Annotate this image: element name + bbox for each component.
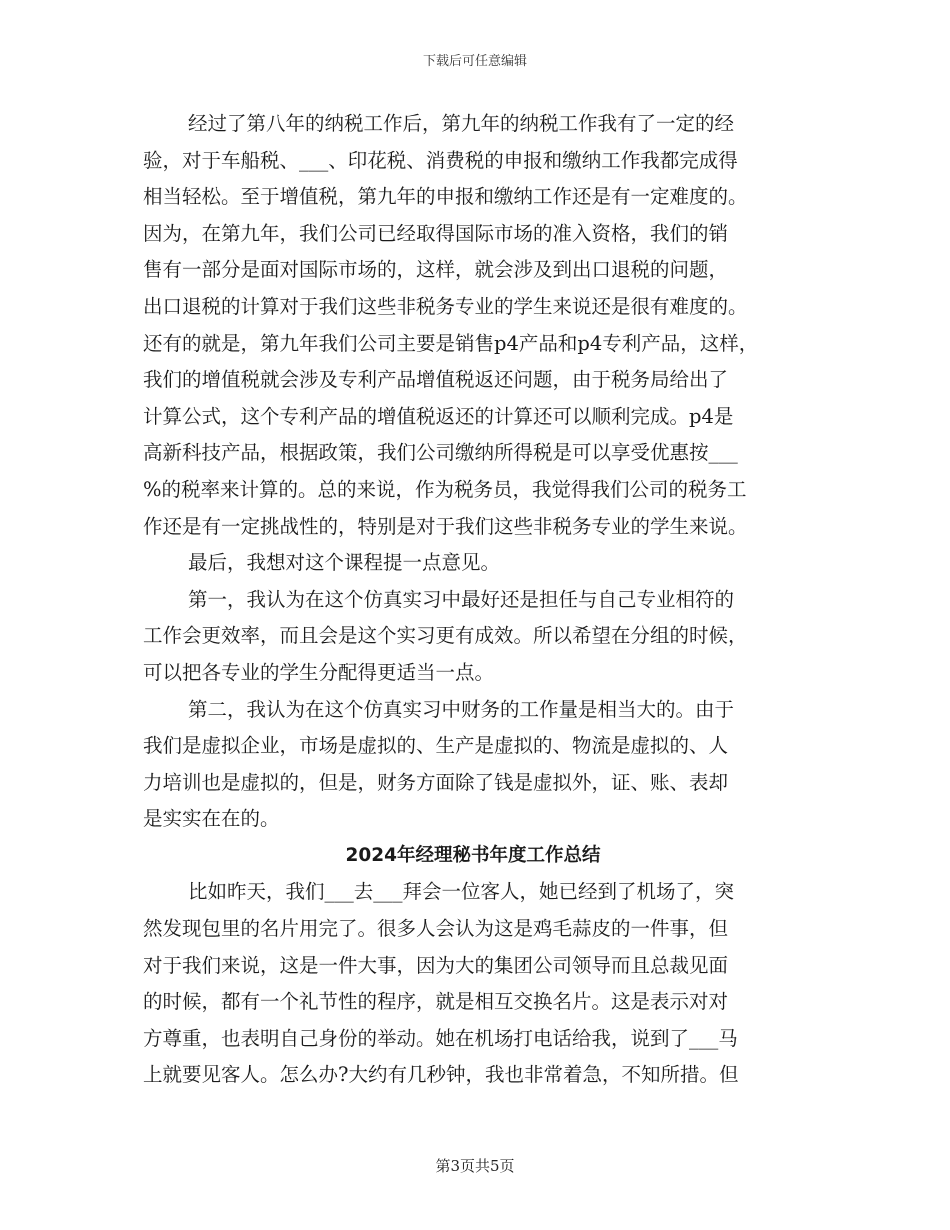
paragraph-line: 可以把各专业的学生分配得更适当一点。 — [143, 660, 495, 684]
paragraph-line: 高新科技产品，根据政策，我们公司缴纳所得税是可以享受优惠按___ — [143, 441, 738, 465]
paragraph-line: 第二，我认为在这个仿真实习中财务的工作量是相当大的。由于 — [188, 697, 735, 721]
section-heading: 2024年经理秘书年度工作总结 — [345, 844, 601, 866]
paragraph-line: 对于我们来说，这是一件大事，因为大的集团公司领导而且总裁见面 — [143, 953, 729, 977]
paragraph-line: 作还是有一定挑战性的，特别是对于我们这些非税务专业的学生来说。 — [143, 514, 748, 538]
paragraph-line: %的税率来计算的。总的来说，作为税务员，我觉得我们公司的税务工 — [143, 477, 747, 501]
paragraph-line: 方尊重，也表明自己身份的举动。她在机场打电话给我，说到了___马 — [143, 1026, 738, 1050]
paragraph-line: 售有一部分是面对国际市场的，这样，就会涉及到出口退税的问题， — [143, 258, 729, 282]
paragraph-line: 力培训也是虚拟的，但是，财务方面除了钱是虚拟外，证、账、表却 — [143, 770, 729, 794]
paragraph-line: 出口退税的计算对于我们这些非税务专业的学生来说还是很有难度的。 — [143, 294, 748, 318]
paragraph-line: 计算公式，这个专利产品的增值税返还的计算还可以顺利完成。p4是 — [143, 404, 734, 428]
paragraph-line: 因为，在第九年，我们公司已经取得国际市场的准入资格，我们的销 — [143, 221, 729, 245]
paragraph-line: 最后，我想对这个课程提一点意见。 — [188, 551, 501, 575]
paragraph-line: 的时候，都有一个礼节性的程序，就是相互交换名片。这是表示对对 — [143, 990, 729, 1014]
paragraph-line: 是实实在在的。 — [143, 807, 280, 831]
paragraph-line: 上就要见客人。怎么办?大约有几秒钟，我也非常着急，不知所措。但 — [143, 1063, 739, 1087]
paragraph-line: 比如昨天，我们___去___拜会一位客人，她已经到了机场了，突 — [188, 880, 735, 904]
paragraph-line: 我们的增值税就会涉及专利产品增值税返还问题，由于税务局给出了 — [143, 368, 729, 392]
paragraph-line: 相当轻松。至于增值税，第九年的申报和缴纳工作还是有一定难度的。 — [143, 185, 748, 209]
paragraph-line: 工作会更效率，而且会是这个实习更有成效。所以希望在分组的时候， — [143, 624, 748, 648]
paragraph-line: 还有的就是，第九年我们公司主要是销售p4产品和p4专利产品，这样， — [143, 331, 759, 355]
document-body — [143, 106, 803, 1094]
page-number: 第3页共5页 — [435, 1157, 515, 1175]
paragraph-line: 然发现包里的名片用完了。很多人会认为这是鸡毛蒜皮的一件事，但 — [143, 917, 729, 941]
paragraph-line: 验，对于车船税、___、印花税、消费税的申报和缴纳工作我都完成得 — [143, 148, 738, 172]
paragraph-line: 第一，我认为在这个仿真实习中最好还是担任与自己专业相符的 — [188, 587, 735, 611]
paragraph-line: 经过了第八年的纳税工作后，第九年的纳税工作我有了一定的经 — [188, 112, 735, 135]
page-header-note: 下载后可任意编辑 — [422, 54, 527, 69]
paragraph-line: 我们是虚拟企业，市场是虚拟的、生产是虚拟的、物流是虚拟的、人 — [143, 734, 729, 758]
